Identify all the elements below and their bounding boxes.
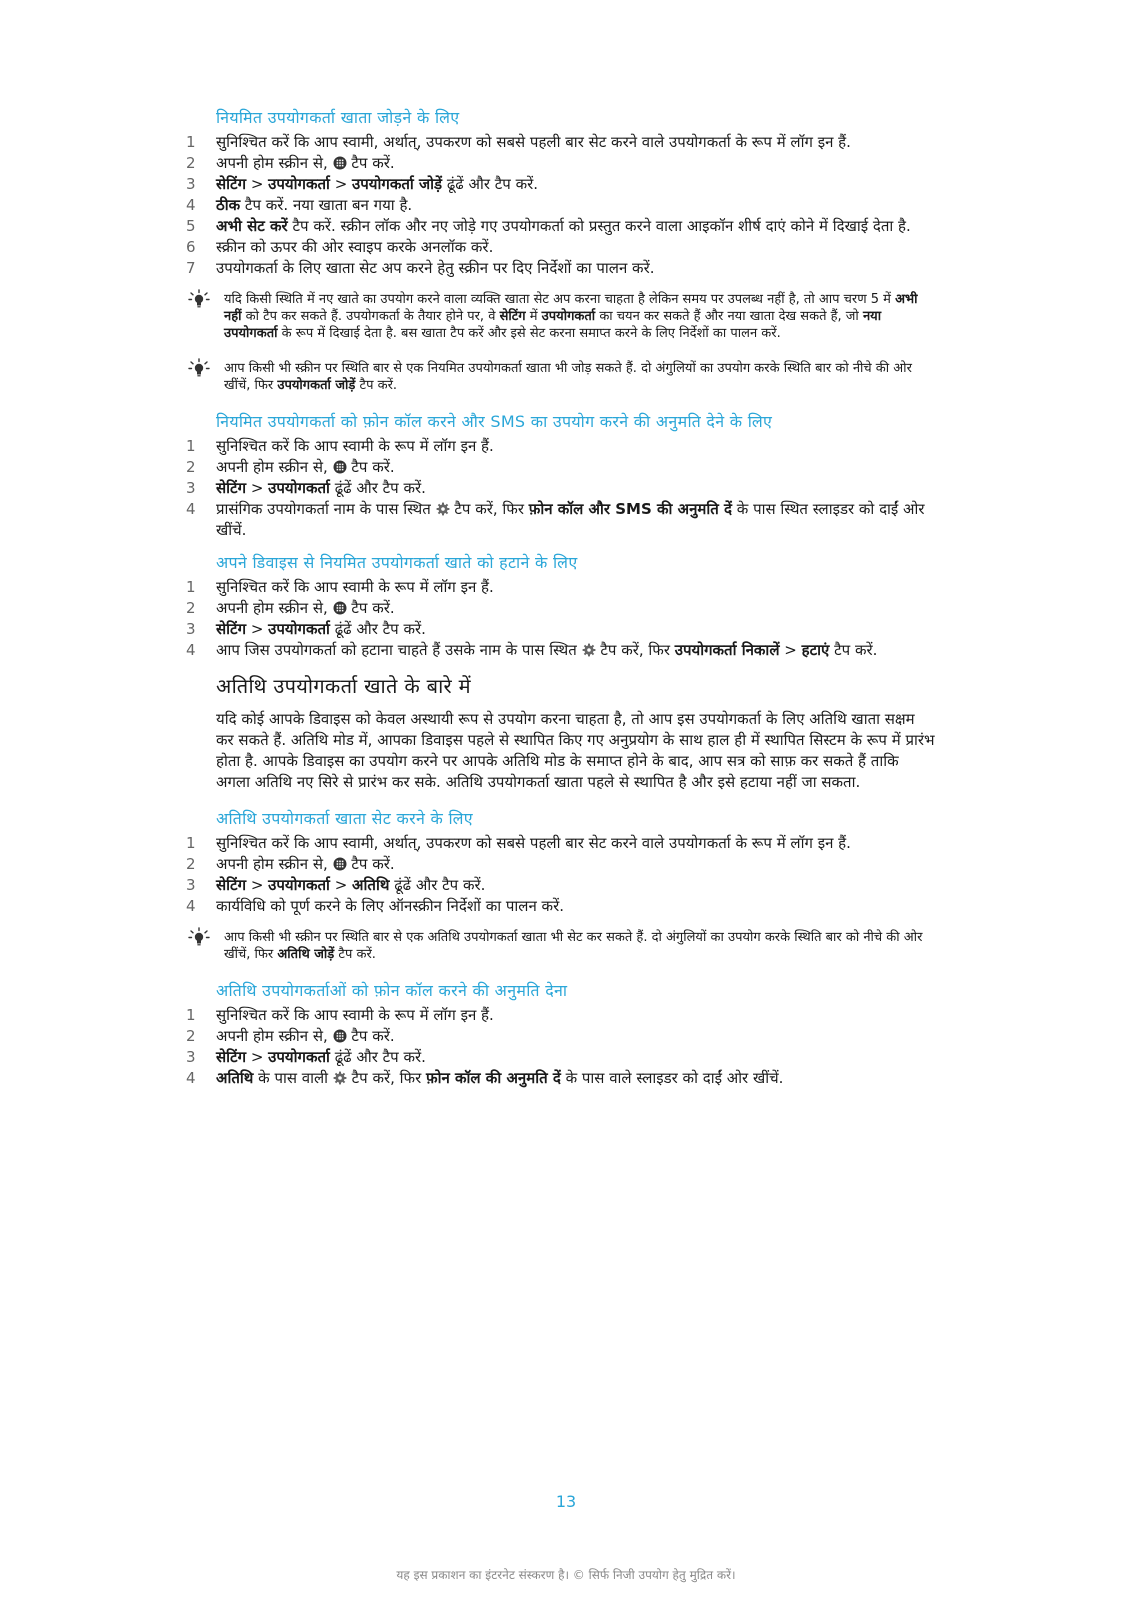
step	[186, 598, 936, 619]
section-heading-guest-setup: अतिथि उपयोगकर्ता खाता सेट करने के लिए	[216, 809, 473, 828]
step-text: उपयोगकर्ता के लिए खाता सेट अप करने हेतु स्क्रीन पर दिए निर्देशों का पालन करें.	[216, 259, 655, 277]
tip-note	[224, 291, 936, 342]
page-number: 13	[555, 1492, 577, 1511]
step	[186, 457, 936, 478]
step	[186, 1047, 936, 1068]
step	[186, 216, 936, 237]
step-text: टैप करें.	[351, 458, 395, 476]
step-text: कार्यविधि को पूर्ण करने के लिए ऑनस्क्रीन निर्देशों का पालन करें.	[216, 897, 564, 915]
apps-icon	[333, 156, 347, 170]
step	[186, 875, 936, 896]
step-number: 3	[186, 620, 196, 638]
ui-term: उपयोगकर्ता	[268, 1048, 330, 1066]
ui-term: अतिथि	[352, 876, 390, 894]
step-number: 4	[186, 500, 196, 518]
ui-term: सेटिंग	[216, 479, 247, 497]
step-text: टैप करें.	[351, 855, 395, 873]
arrow: >	[784, 641, 797, 659]
tip-note	[224, 929, 936, 963]
ui-term: उपयोगकर्ता	[268, 876, 330, 894]
step-number: 2	[186, 1027, 196, 1045]
step-text: ढूंढें और टैप करें.	[334, 1048, 426, 1066]
step-number: 2	[186, 458, 196, 476]
ui-term: उपयोगकर्ता निकालें	[674, 641, 780, 659]
step-text: आप जिस उपयोगकर्ता को हटाना चाहते हैं उसके नाम के पास स्थित	[216, 641, 577, 659]
step	[186, 436, 936, 457]
step-number: 1	[186, 578, 196, 596]
ui-term: सेटिंग	[499, 309, 526, 324]
step-text: अपनी होम स्क्रीन से,	[216, 855, 328, 873]
step-text: अपनी होम स्क्रीन से,	[216, 154, 328, 172]
page-footer: यह इस प्रकाशन का इंटरनेट संस्करण है। © सिर्फ निजी उपयोग हेतु मुद्रित करें।	[396, 1568, 736, 1582]
step	[186, 640, 936, 661]
lightbulb-icon	[188, 358, 210, 380]
step-text: टैप करें. नया खाता बन गया है.	[244, 196, 413, 214]
ui-term: अतिथि	[216, 1069, 254, 1087]
step-text: अपनी होम स्क्रीन से,	[216, 599, 328, 617]
ui-term: हटाएं	[801, 641, 830, 659]
step-text: टैप करें, फिर	[454, 500, 524, 518]
step	[186, 258, 936, 279]
tip-text: टैप करें.	[359, 378, 398, 393]
tip-text: का चयन कर सकते हैं और नया खाता देख सकते हैं, जो	[599, 309, 859, 324]
step-number: 3	[186, 479, 196, 497]
ui-term: नया उपयोगकर्ता	[224, 309, 882, 341]
tip-text: टैप करें.	[338, 947, 376, 962]
apps-icon	[333, 601, 347, 615]
step-number: 6	[186, 238, 196, 256]
section-heading-add-user: नियमित उपयोगकर्ता खाता जोड़ने के लिए	[216, 108, 460, 127]
ui-term: सेटिंग	[216, 1048, 247, 1066]
step	[186, 132, 936, 153]
step-text: टैप करें.	[834, 641, 878, 659]
tip-text: को टैप कर सकते हैं. उपयोगकर्ता के तैयार होने पर, वे	[245, 309, 496, 324]
guest-about-paragraph: यदि कोई आपके डिवाइस को केवल अस्थायी रूप से उपयोग करना चाहता है, तो आप इस उपयोगकर्ता के लिए अतिथि खाता सक्षम कर सकते हैं. अतिथि मोड में, आपका डिवाइस पहले से स्थापित किए गए अनुप्रयोग के साथ हाल ही में स्थापित सिस्टम के रूप में प्रारंभ होता है. आपके डिवाइस का उपयोग करने पर आपके अतिथि मोड के समाप्त होने के बाद, आप सत्र को साफ़ कर सकते हैं ताकि अगला अतिथि नए सिरे से प्रारंभ कर सके. अतिथि उपयोगकर्ता खाता पहले से स्थापित है और इसे हटाया नहीं जा सकता.	[216, 710, 935, 791]
ui-term: फ़ोन कॉल की अनुमति दें	[426, 1069, 561, 1087]
step-number: 2	[186, 154, 196, 172]
step-number: 1	[186, 133, 196, 151]
steps-guest-calls	[186, 1005, 936, 1089]
step-number: 1	[186, 437, 196, 455]
step-text: टैप करें.	[351, 1027, 395, 1045]
ui-term: ठीक	[216, 196, 241, 214]
steps-remove-user	[186, 577, 936, 661]
step	[186, 619, 936, 640]
gear-icon	[333, 1071, 347, 1085]
step	[186, 833, 936, 854]
step-number: 4	[186, 641, 196, 659]
step-text: सुनिश्चित करें कि आप स्वामी के रूप में लॉग इन हैं.	[216, 437, 494, 455]
apps-icon	[333, 460, 347, 474]
ui-term: फ़ोन कॉल और SMS की अनुमति दें	[528, 500, 733, 518]
step	[186, 1005, 936, 1026]
step-text: अपनी होम स्क्रीन से,	[216, 1027, 328, 1045]
step	[186, 1026, 936, 1047]
tip-text: में	[529, 309, 538, 324]
step	[186, 1068, 936, 1089]
step-number: 3	[186, 1048, 196, 1066]
tip-text: के रूप में दिखाई देता है. बस खाता टैप करें और इसे सेट करना समाप्त करने के लिए निर्देशों का पालन करें.	[281, 326, 781, 341]
lightbulb-icon	[188, 289, 210, 311]
step-text: टैप करें, फिर	[351, 1069, 422, 1087]
step	[186, 153, 936, 174]
step-text: ढूंढें और टैप करें.	[334, 479, 426, 497]
step-text: टैप करें, फिर	[600, 641, 670, 659]
step-text: अपनी होम स्क्रीन से,	[216, 458, 328, 476]
steps-add-user	[186, 132, 936, 279]
step	[186, 174, 936, 195]
step-text: प्रासंगिक उपयोगकर्ता नाम के पास स्थित	[216, 500, 431, 518]
ui-term: उपयोगकर्ता	[268, 175, 330, 193]
step	[186, 896, 936, 917]
step-text: सुनिश्चित करें कि आप स्वामी, अर्थात्, उपकरण को सबसे पहली बार सेट करने वाले उपयोगकर्ता के रूप में लॉग इन हैं.	[216, 834, 851, 852]
apps-icon	[333, 857, 347, 871]
step	[186, 195, 936, 216]
arrow: >	[250, 876, 264, 894]
gear-icon	[582, 643, 596, 657]
ui-term: उपयोगकर्ता	[268, 479, 330, 497]
ui-term: सेटिंग	[216, 876, 247, 894]
step-text: ढूंढें और टैप करें.	[446, 175, 539, 193]
step	[186, 577, 936, 598]
apps-icon	[333, 1029, 347, 1043]
tip-text: आप किसी भी स्क्रीन पर स्थिति बार से एक नियमित उपयोगकर्ता खाता भी जोड़ सकते हैं. दो अंगुलियों का उपयोग करके स्थिति बार को नीचे की ओर खींचें, फिर	[224, 361, 912, 393]
step-text: ढूंढें और टैप करें.	[394, 876, 486, 894]
step-text: सुनिश्चित करें कि आप स्वामी के रूप में लॉग इन हैं.	[216, 1006, 494, 1024]
arrow: >	[250, 1048, 264, 1066]
step-number: 3	[186, 175, 196, 193]
step	[186, 478, 936, 499]
section-heading-guest-about: अतिथि उपयोगकर्ता खाते के बारे में	[216, 674, 471, 698]
step-text: सुनिश्चित करें कि आप स्वामी के रूप में लॉग इन हैं.	[216, 578, 494, 596]
gear-icon	[436, 502, 450, 516]
step-text: टैप करें.	[351, 599, 395, 617]
step-text: टैप करें.	[351, 154, 395, 172]
step-text: स्क्रीन को ऊपर की ओर स्वाइप करके अनलॉक करें.	[216, 238, 494, 256]
step	[186, 499, 936, 541]
arrow: >	[250, 479, 264, 497]
tip-text: आप किसी भी स्क्रीन पर स्थिति बार से एक अतिथि उपयोगकर्ता खाता भी सेट कर सकते हैं. दो अंगुलियों का उपयोग करके स्थिति बार को नीचे की ओर खींचें, फिर	[224, 930, 923, 962]
arrow: >	[334, 175, 348, 193]
step-number: 7	[186, 259, 196, 277]
tip-note	[224, 360, 936, 394]
arrow: >	[250, 620, 264, 638]
step-text: सुनिश्चित करें कि आप स्वामी, अर्थात्, उपकरण को सबसे पहली बार सेट करने वाले उपयोगकर्ता के रूप में लॉग इन हैं.	[216, 133, 851, 151]
step	[186, 237, 936, 258]
page-content	[186, 108, 936, 1101]
step-number: 4	[186, 897, 196, 915]
step-text: के पास स्थित स्लाइडर को दाईं ओर खींचें.	[216, 500, 925, 539]
step-number: 2	[186, 855, 196, 873]
step-number: 5	[186, 217, 196, 235]
section-heading-remove-user: अपने डिवाइस से नियमित उपयोगकर्ता खाते को हटाने के लिए	[216, 553, 578, 572]
step-number: 1	[186, 1006, 196, 1024]
arrow: >	[334, 876, 348, 894]
ui-term: अभी सेट करें	[216, 217, 288, 235]
ui-term: उपयोगकर्ता जोड़ें	[277, 378, 356, 393]
steps-guest-setup	[186, 833, 936, 917]
step-text: के पास वाली	[258, 1069, 329, 1087]
step-number: 3	[186, 876, 196, 894]
step-number: 4	[186, 196, 196, 214]
arrow: >	[250, 175, 264, 193]
lightbulb-icon	[188, 927, 210, 949]
step-text: ढूंढें और टैप करें.	[334, 620, 426, 638]
ui-term: सेटिंग	[216, 175, 247, 193]
step-number: 2	[186, 599, 196, 617]
steps-allow-calls	[186, 436, 936, 541]
step	[186, 854, 936, 875]
ui-term: अतिथि जोड़ें	[277, 947, 335, 962]
ui-term: उपयोगकर्ता जोड़ें	[352, 175, 443, 193]
step-number: 1	[186, 834, 196, 852]
ui-term: सेटिंग	[216, 620, 247, 638]
ui-term: अभी नहीं	[224, 292, 918, 324]
section-heading-guest-calls: अतिथि उपयोगकर्ताओं को फ़ोन कॉल करने की अनुमति देना	[216, 981, 568, 1000]
ui-term: उपयोगकर्ता	[268, 620, 330, 638]
step-number: 4	[186, 1069, 196, 1087]
ui-term: उपयोगकर्ता	[541, 309, 596, 324]
section-heading-allow-calls: नियमित उपयोगकर्ता को फ़ोन कॉल करने और SMS का उपयोग करने की अनुमति देने के लिए	[216, 412, 773, 431]
step-text: के पास वाले स्लाइडर को दाईं ओर खींचें.	[565, 1069, 784, 1087]
tip-text: यदि किसी स्थिति में नए खाते का उपयोग करने वाला व्यक्ति खाता सेट अप करना चाहता है लेकिन समय पर उपलब्ध नहीं है, तो आप चरण 5 में	[224, 292, 891, 307]
step-text: टैप करें. स्क्रीन लॉक और नए जोड़े गए उपयोगकर्ता को प्रस्तुत करने वाला आइकॉन शीर्ष दाएं कोने में दिखाई देता है.	[292, 217, 911, 235]
